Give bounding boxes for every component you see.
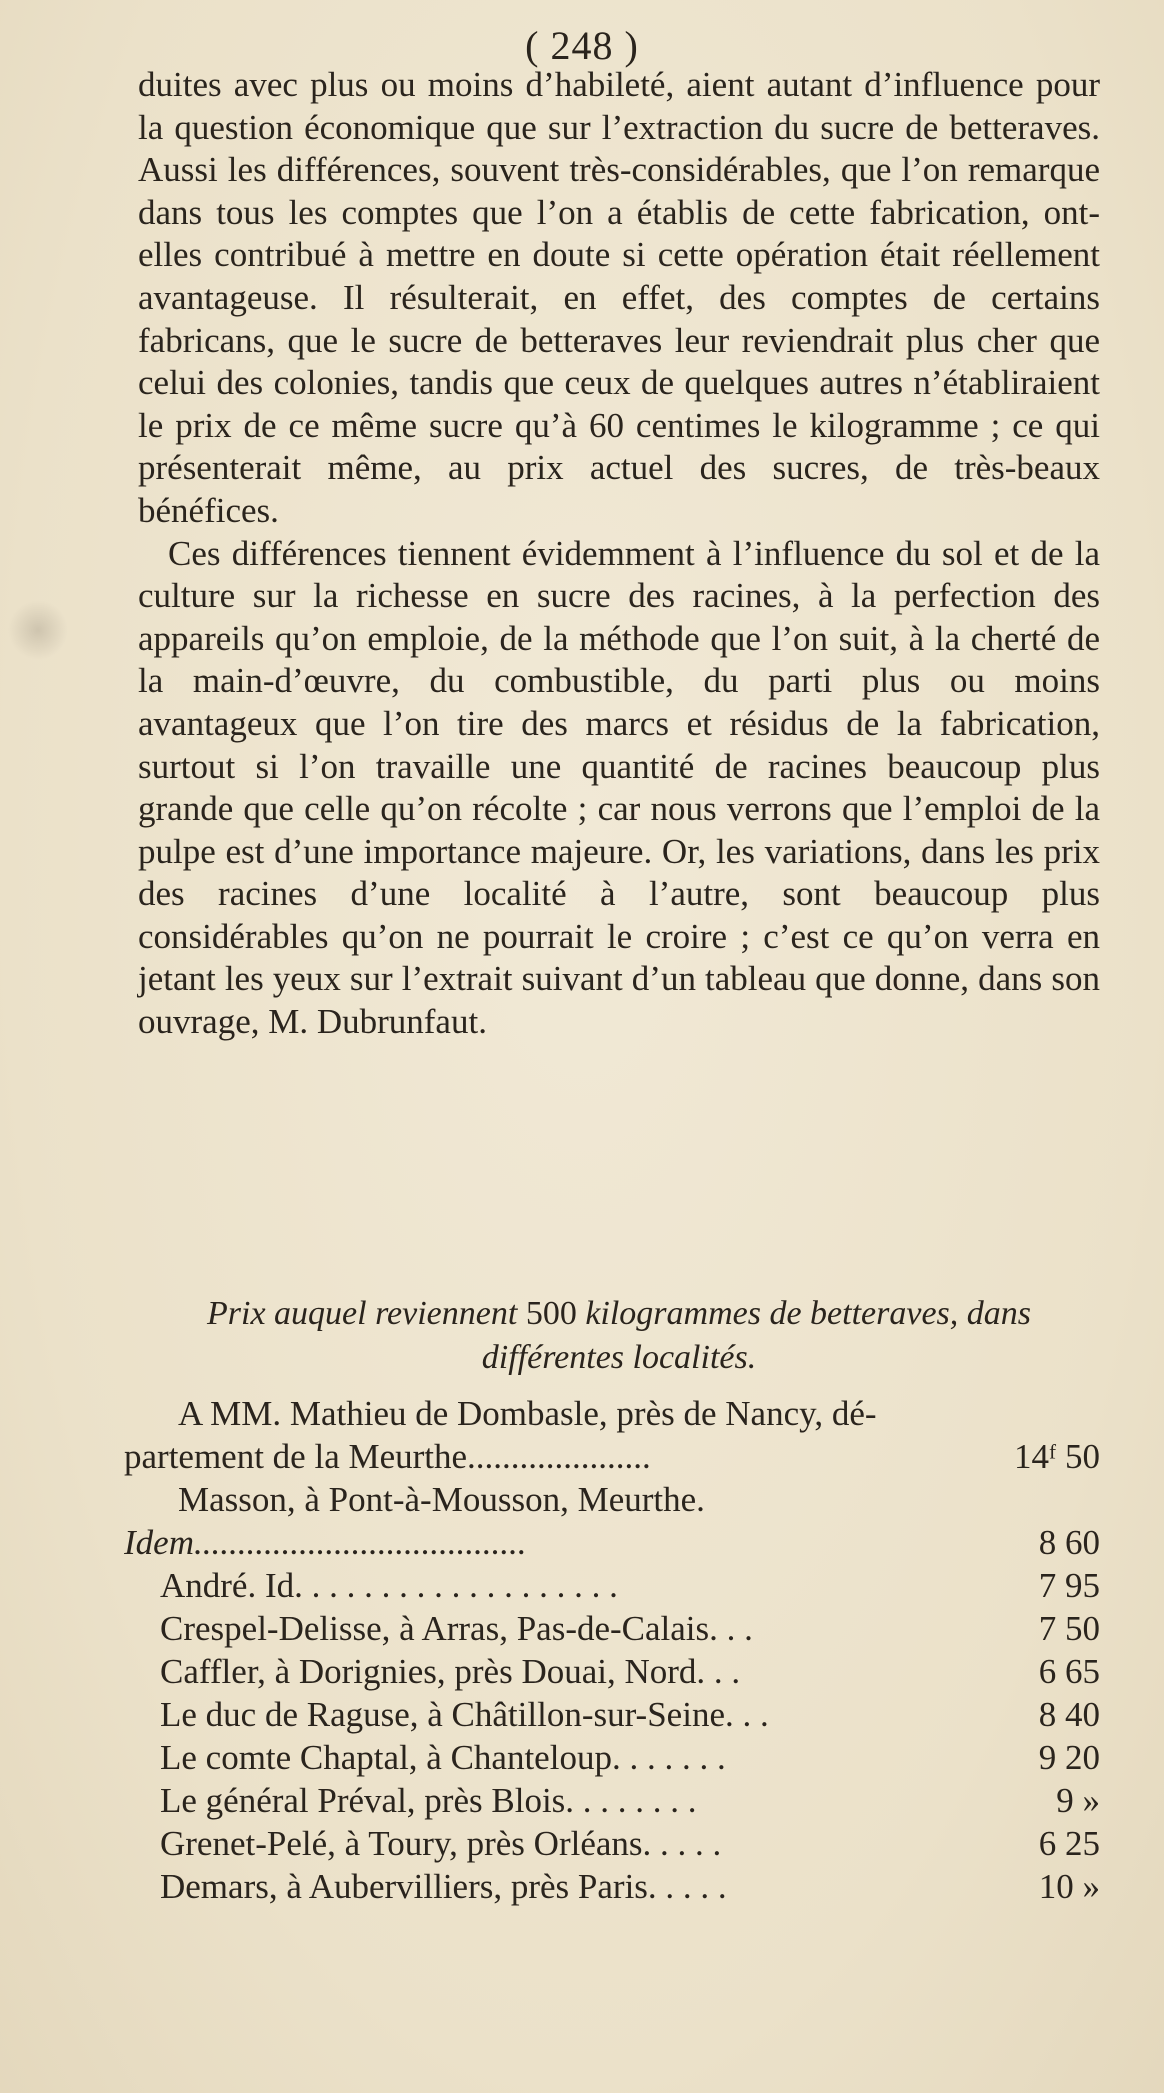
price-row bbox=[0, 1822, 1164, 1865]
row-label: Idem...................................... bbox=[124, 1523, 527, 1562]
margin-smudge bbox=[8, 600, 68, 660]
caption-number: 500 bbox=[525, 1295, 577, 1332]
table-caption bbox=[138, 1292, 1100, 1380]
price-row bbox=[0, 1736, 1164, 1779]
row-value: 6 25 bbox=[1038, 1824, 1100, 1863]
row-value: 9 » bbox=[1056, 1781, 1100, 1820]
table-intro: A MM. Mathieu de Dombasle, près de Nancy, dé- bbox=[178, 1394, 877, 1433]
price-row bbox=[0, 1865, 1164, 1908]
row-value: 7 50 bbox=[1038, 1609, 1100, 1648]
row-label: Masson, à Pont-à-Mousson, Meurthe. bbox=[178, 1480, 705, 1519]
caption-part-2: kilogrammes de betteraves, dans différentes localités. bbox=[481, 1295, 1031, 1376]
row-label: André. Id. . . . . . . . . . . . . . . . . . . bbox=[160, 1566, 618, 1605]
price-row bbox=[0, 1435, 1164, 1478]
price-row bbox=[0, 1650, 1164, 1693]
row-label: Le comte Chaptal, à Chanteloup. . . . . . . bbox=[160, 1738, 726, 1777]
row-value: 9 20 bbox=[1038, 1738, 1100, 1777]
paragraph-1: duites avec plus ou moins d’habileté, aient autant d’influence pour la question économique que sur l’extraction du sucre de betteraves. Aussi les différences, souvent très-considérables, que l’on remarque dans tous les comptes que l’on a établis de cette fabrication, ont-elles contribué à mettre en doute si cette opération était réellement avantageuse. Il résulterait, en effet, des comptes de certains fabricans, que le sucre de betteraves leur reviendrait plus cher que celui des colonies, tandis que ceux de quelques autres n’établiraient le prix de ce même sucre qu’à 60 centimes le kilogramme ; ce qui présenterait même, au prix actuel des sucres, de très-beaux bénéfices. bbox=[138, 65, 1100, 530]
row-value: 10 » bbox=[1038, 1867, 1100, 1906]
row-value: 8 40 bbox=[1038, 1695, 1100, 1734]
row-label: Demars, à Aubervilliers, près Paris. . . . . bbox=[160, 1867, 727, 1906]
row-label: partement de la Meurthe..................... bbox=[124, 1437, 651, 1476]
price-row bbox=[0, 1693, 1164, 1736]
row-label: Caffler, à Dorignies, près Douai, Nord. . . bbox=[160, 1652, 741, 1691]
row-label: Le duc de Raguse, à Châtillon-sur-Seine. . . bbox=[160, 1695, 769, 1734]
row-value: 6 65 bbox=[1038, 1652, 1100, 1691]
price-row bbox=[0, 1607, 1164, 1650]
row-value: 14ᶠ 50 bbox=[1013, 1437, 1100, 1476]
price-row bbox=[0, 1521, 1164, 1564]
price-row bbox=[0, 1478, 1164, 1521]
page-number: ( 248 ) bbox=[525, 23, 639, 68]
row-value: 8 60 bbox=[1038, 1523, 1100, 1562]
row-label: Grenet-Pelé, à Toury, près Orléans. . . . . bbox=[160, 1824, 722, 1863]
row-value: 7 95 bbox=[1038, 1566, 1100, 1605]
price-row bbox=[0, 1564, 1164, 1607]
row-label: Crespel-Delisse, à Arras, Pas-de-Calais. . . bbox=[160, 1609, 753, 1648]
row-label: Le général Préval, près Blois. . . . . . . . bbox=[160, 1781, 697, 1820]
caption-part-1: Prix auquel reviennent bbox=[207, 1295, 518, 1332]
body-text bbox=[138, 64, 1100, 1044]
price-row bbox=[0, 1779, 1164, 1822]
paragraph-2: Ces différences tiennent évidemment à l’influence du sol et de la culture sur la richesse en sucre des racines, à la perfection des appareils qu’on emploie, de la méthode que l’on suit, à la cherté de la main-d’œuvre, du combustible, du parti plus ou moins avantageux que l’on tire des marcs et résidus de la fabrication, surtout si l’on travaille une quantité de racines beaucoup plus grande que celle qu’on récolte ; car nous verrons que l’emploi de la pulpe est d’une importance majeure. Or, les variations, dans les prix des racines d’une localité à l’autre, sont beaucoup plus considérables qu’on ne pourrait le croire ; c’est ce qu’on verra en jetant les yeux sur l’extrait suivant d’un tableau que donne, dans son ouvrage, M. Dubrunfaut. bbox=[138, 533, 1100, 1042]
